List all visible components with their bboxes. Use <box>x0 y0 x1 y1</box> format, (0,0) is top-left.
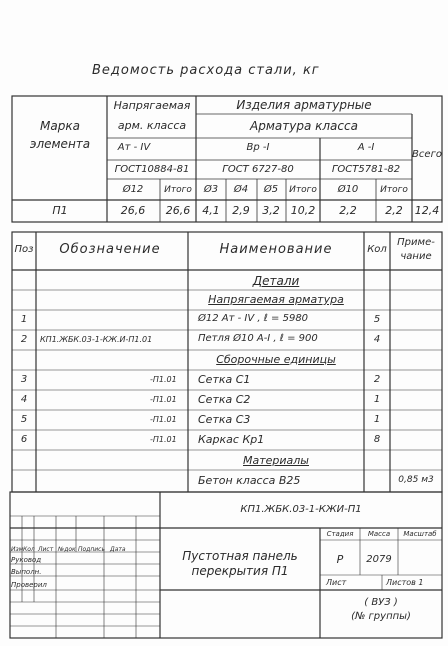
stamp-col-data: Дата <box>110 546 126 553</box>
stamp-col-list: Лист <box>38 546 54 553</box>
section-details: Детали <box>252 274 300 288</box>
stamp-col-izm: Изм <box>11 546 24 553</box>
spec-qty-header: Кол <box>367 244 387 255</box>
stamp-row-proveril: Проверил <box>11 581 47 589</box>
spec-pos-header: Поз <box>14 244 34 255</box>
row-mark: П1 <box>52 204 68 217</box>
stamp-code: КП1.ЖБК.03-1-КЖИ-П1 <box>240 504 362 515</box>
sheet-title: Ведомость расхода стали, кг <box>92 63 320 78</box>
value-d4: 2,9 <box>232 204 250 217</box>
value-itogo-2: 10,2 <box>290 204 316 217</box>
diam-3: Ø3 <box>203 184 219 195</box>
diam-5: Ø5 <box>263 184 279 195</box>
spec-row-3-designation: -П1.01 <box>150 375 177 384</box>
spec-note-header-2: чание <box>400 251 432 262</box>
gost-6727: ГОСТ 6727-80 <box>222 164 294 175</box>
value-d5: 3,2 <box>262 204 280 217</box>
stamp-row-ruk: Руковод <box>11 556 42 564</box>
diam-4: Ø4 <box>233 184 249 195</box>
value-d3: 4,1 <box>202 204 220 217</box>
stamp-org-1: ( ВУЗ ) <box>364 597 398 608</box>
value-d12: 26,6 <box>120 204 146 217</box>
value-total: 12,4 <box>414 204 440 217</box>
value-itogo-1: 26,6 <box>165 204 191 217</box>
spec-note-header-1: Приме- <box>397 237 435 248</box>
value-itogo-3: 2,2 <box>385 204 403 217</box>
diam-10: Ø10 <box>337 184 359 195</box>
stamp-name-2: перекрытия П1 <box>191 564 289 578</box>
products-header: Изделия арматурные <box>236 98 372 112</box>
spec-concrete: Бетон класса В25 <box>198 474 301 487</box>
prestressed-header-2: арм. класса <box>117 119 187 132</box>
stamp-name-1: Пустотная панель <box>182 549 298 563</box>
gost-10884: ГОСТ10884-81 <box>114 164 190 175</box>
value-d10: 2,2 <box>339 204 357 217</box>
spec-row-4-designation: -П1.01 <box>150 395 177 404</box>
stamp-stadia-header: Стадия <box>326 530 354 538</box>
gost-5781: ГОСТ5781-82 <box>331 164 401 175</box>
class-at: Aт - IV <box>117 142 151 153</box>
stamp-stadia-value: Р <box>336 553 344 566</box>
spec-row-6-pos: 6 <box>20 434 28 445</box>
stamp-massa-header: Масса <box>367 530 391 538</box>
itogo-2: Итого <box>289 185 317 195</box>
spec-row-6-qty: 8 <box>373 434 381 445</box>
stamp-col-podp: Подпись <box>78 546 105 553</box>
spec-row-1-pos: 1 <box>20 314 28 325</box>
itogo-1: Итого <box>164 185 192 195</box>
spec-row-2-name: Петля Ø10 A-I , ℓ = 900 <box>198 333 318 344</box>
spec-designation-header: Обозначение <box>59 242 161 257</box>
spec-row-2-qty: 4 <box>373 334 381 345</box>
itogo-3: Итого <box>380 185 408 195</box>
stamp-org-2: (№ группы) <box>351 611 411 622</box>
spec-row-2-pos: 2 <box>20 334 28 345</box>
spec-row-2-designation: КП1.ЖБК.03-1-КЖ.И-П1.01 <box>40 335 153 344</box>
stamp-row-vypoln: Выполн. <box>11 568 42 576</box>
mark-header-2: элемента <box>29 137 91 151</box>
stamp-col-ndok: №док <box>58 546 76 553</box>
spec-row-1-name: Ø12 Aт - IV , ℓ = 5980 <box>198 313 309 324</box>
spec-row-6-name: Каркас Кр1 <box>198 433 265 446</box>
section-materials: Материалы <box>243 454 309 467</box>
spec-row-3-pos: 3 <box>20 374 28 385</box>
stamp-sheet-label: Лист <box>326 578 347 587</box>
spec-row-3-name: Сетка С1 <box>198 373 251 386</box>
section-assembly: Сборочные единицы <box>216 353 336 366</box>
spec-row-5-name: Сетка С3 <box>198 413 251 426</box>
stamp-sheets-label: Листов 1 <box>386 578 424 587</box>
spec-row-4-qty: 1 <box>373 394 381 405</box>
mark-header-1: Марка <box>40 119 80 133</box>
section-prestressed: Напрягаемая арматура <box>208 293 344 306</box>
stamp-col-kol: Кол <box>23 546 35 553</box>
total-header: Всего <box>412 149 442 160</box>
spec-row-5-pos: 5 <box>20 414 28 425</box>
spec-row-6-designation: -П1.01 <box>150 435 177 444</box>
spec-row-4-name: Сетка С2 <box>198 393 251 406</box>
spec-row-4-pos: 4 <box>20 394 28 405</box>
spec-row-5-qty: 1 <box>373 414 381 425</box>
stamp-massa-value: 2079 <box>366 554 392 565</box>
spec-row-5-designation: -П1.01 <box>150 415 177 424</box>
prestressed-header-1: Напрягаемая <box>113 99 191 112</box>
diam-12: Ø12 <box>122 184 144 195</box>
class-a: A -I <box>357 142 375 153</box>
spec-concrete-volume: 0,85 м3 <box>398 475 434 485</box>
stamp-masshtab-header: Масштаб <box>403 530 437 538</box>
spec-name-header: Наименование <box>219 242 333 257</box>
spec-row-1-qty: 5 <box>373 314 381 325</box>
reinf-class-header: Арматура класса <box>250 119 358 133</box>
class-vr: Bp -I <box>246 142 270 153</box>
spec-row-3-qty: 2 <box>373 374 381 385</box>
